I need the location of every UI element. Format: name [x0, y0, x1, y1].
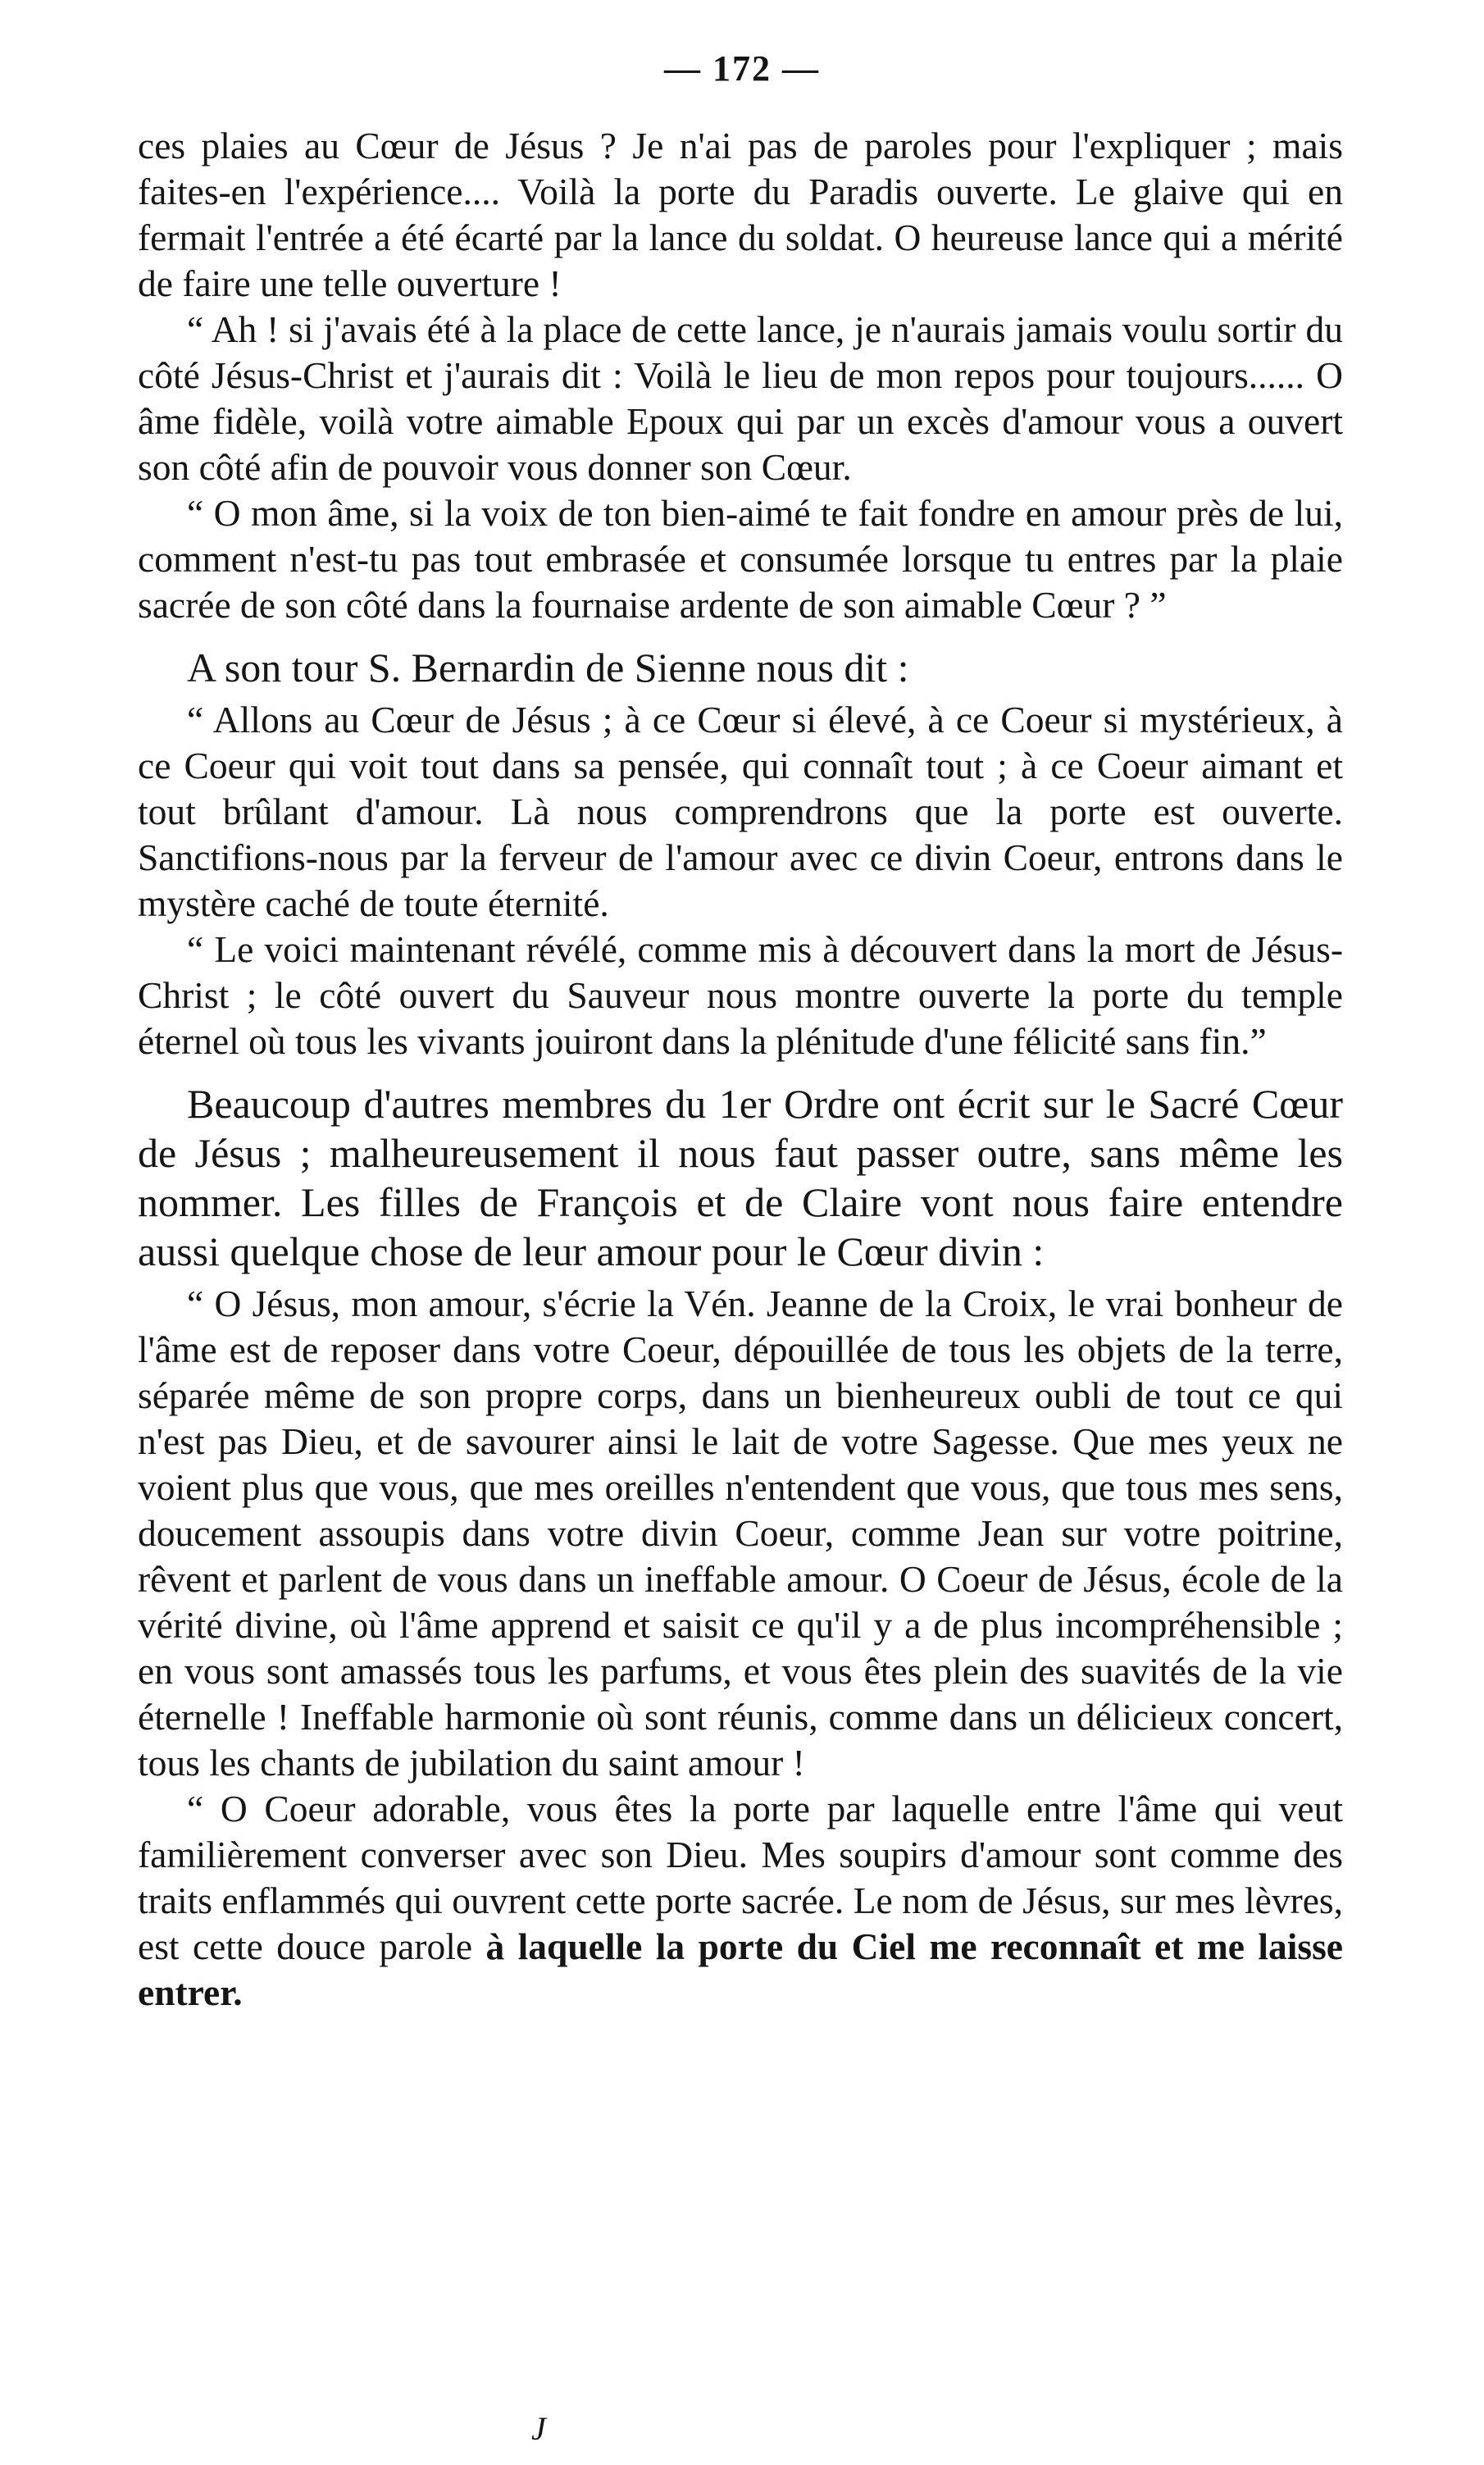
paragraph-bernardin-intro: A son tour S. Bernardin de Sienne nous dit :	[187, 645, 909, 690]
paragraph-quote-coeur-adorable-text: “ O Coeur adorable, vous êtes la porte par laquelle entre l'âme qui veut familièrement converser avec son Dieu. Mes soupirs d'amour sont comme des traits enflammés qui ouvrent cette porte sacrée. Le nom de Jésus, sur mes lèvres, est cette douce parole	[138, 1788, 1343, 1967]
paragraph-quote-coeur-adorable	[138, 1786, 1343, 2016]
paragraph-premier-ordre: Beaucoup d'autres membres du 1er Ordre ont écrit sur le Sacré Cœur de Jésus ; malheureusement il nous faut passer outre, sans même les nommer. Les filles de François et de Claire vont nous faire entendre aussi quelque chose de leur amour pour le Cœur divin :	[138, 1081, 1343, 1274]
paragraph-quote-le-voici: “ Le voici maintenant révélé, comme mis à découvert dans la mort de Jésus-Christ ; le côté ouvert du Sauveur nous montre ouverte la porte du temple éternel où tous les vivants jouiront dans la plénitude d'une félicité sans fin.”	[138, 928, 1343, 1062]
paragraph-bold-ending: à laquelle la porte du Ciel me reconnaît et me laisse entrer.	[138, 1925, 1343, 2013]
body-text	[138, 123, 1343, 2016]
paragraph-quote-ame: “ O mon âme, si la voix de ton bien-aimé te fait fondre en amour près de lui, comment n'est-tu pas tout embrasée et consumée lorsque tu entres par la plaie sacrée de son côté dans la fournaise ardente de son aimable Cœur ? ”	[138, 492, 1343, 626]
paragraph-quote-jeanne: “ O Jésus, mon amour, s'écrie la Vén. Jeanne de la Croix, le vrai bonheur de l'âme est de reposer dans votre Coeur, dépouillée de tous les objets de la terre, séparée même de son propre corps, dans un bienheureux oubli de tout ce qui n'est pas Dieu, et de savourer ainsi le lait de votre Sagesse. Que mes yeux ne voient plus que vous, que mes oreilles n'entendent que vous, que tous mes sens, doucement assoupis dans votre divin Coeur, comme Jean sur votre poitrine, rêvent et parlent de vous dans un ineffable amour. O Coeur de Jésus, école de la vérité divine, où l'âme apprend et saisit ce qu'il y a de plus incompréhensible ; en vous sont amassés tous les parfums, et vous êtes plein des suavités de la vie éternelle ! Ineffable harmonie où sont réunis, comme dans un délicieux concert, tous les chants de jubilation du saint amour !	[138, 1283, 1343, 1784]
paragraph-continuation: ces plaies au Cœur de Jésus ? Je n'ai pas de paroles pour l'expliquer ; mais faites-en l'expérience.... Voilà la porte du Paradis ouverte. Le glaive qui en fermait l'entrée a été écarté par la lance du soldat. O heureuse lance qui a mérité de faire une telle ouverture !	[138, 125, 1343, 304]
stray-mark: J	[531, 2410, 546, 2447]
page-number: — 172 —	[664, 48, 820, 89]
paragraph-quote-lance: “ Ah ! si j'avais été à la place de cette lance, je n'aurais jamais voulu sortir du côté Jésus-Christ et j'aurais dit : Voilà le lieu de mon repos pour toujours...... O âme fidèle, voilà votre aimable Epoux qui par un excès d'amour vous a ouvert son côté afin de pouvoir vous donner son Cœur.	[138, 308, 1343, 488]
paragraph-quote-allons: “ Allons au Cœur de Jésus ; à ce Cœur si élevé, à ce Coeur si mystérieux, à ce Coeur qui voit tout dans sa pensée, qui connaît tout ; à ce Coeur aimant et tout brûlant d'amour. Là nous comprendrons que la porte est ouverte. Sanctifions-nous par la ferveur de l'amour avec ce divin Coeur, entrons dans le mystère caché de toute éternité.	[138, 699, 1343, 924]
